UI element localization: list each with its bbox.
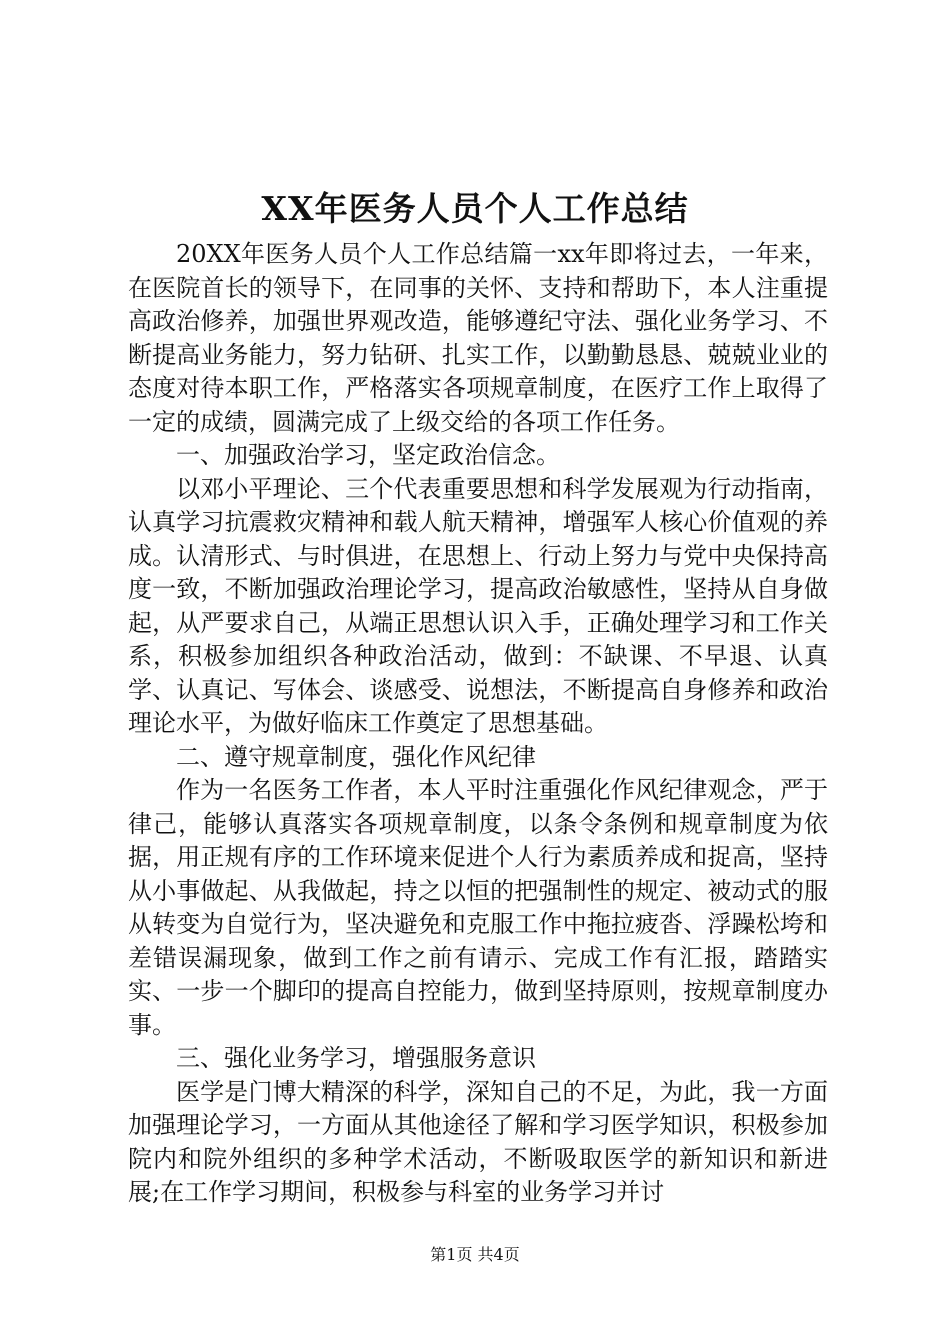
section-heading-1: 一、加强政治学习，坚定政治信念。: [176, 441, 560, 469]
document-body: [128, 238, 828, 1210]
page-footer: 第1页 共4页: [430, 1245, 520, 1264]
document-title: XX年医务人员个人工作总结: [261, 189, 689, 228]
paragraph-intro: 20XX年医务人员个人工作总结篇一xx年即将过去，一年来，在医院首长的领导下，在同事的关怀、支持和帮助下，本人注重提高政治修养，加强世界观改造，能够遵纪守法、强化业务学习、不断提高业务能力，努力钻研、扎实工作，以勤勤恳恳、兢兢业业的态度对待本职工作，严格落实各项规章制度，在医疗工作上取得了一定的成绩，圆满完成了上级交给的各项工作任务。: [128, 240, 828, 436]
paragraph-section-1: 以邓小平理论、三个代表重要思想和科学发展观为行动指南，认真学习抗震救灾精神和载人航天精神，增强军人核心价值观的养成。认清形式、与时俱进，在思想上、行动上努力与党中央保持高度一致，不断加强政治理论学习，提高政治敏感性，坚持从自身做起，从严要求自己，从端正思想认识入手，正确处理学习和工作关系，积极参加组织各种政治活动，做到：不缺课、不早退、认真学、认真记、写体会、谈感受、说想法，不断提高自身修养和政治理论水平，为做好临床工作奠定了思想基础。: [128, 474, 828, 737]
section-heading-3: 三、强化业务学习，增强服务意识: [176, 1044, 536, 1072]
paragraph-section-3: 医学是门博大精深的科学，深知自己的不足，为此，我一方面加强理论学习，一方面从其他途径了解和学习医学知识，积极参加院内和院外组织的多种学术活动，不断吸取医学的新知识和新进展;在工作学习期间，积极参与科室的业务学习并讨: [128, 1077, 828, 1206]
paragraph-section-2: 作为一名医务工作者，本人平时注重强化作风纪律观念，严于律己，能够认真落实各项规章制度，以条令条例和规章制度为依据，用正规有序的工作环境来促进个人行为素质养成和捉高，坚持从小事做起、从我做起，持之以恒的把强制性的规定、被动式的服从转变为自觉行为，坚决避免和克服工作中拖拉疲沓、浮躁松垮和差错误漏现象，做到工作之前有请示、完成工作有汇报，踏踏实实、一步一个脚印的提高自控能力，做到坚持原则，按规章制度办事。: [128, 776, 828, 1039]
section-heading-2: 二、遵守规章制度，强化作风纪律: [176, 742, 536, 771]
